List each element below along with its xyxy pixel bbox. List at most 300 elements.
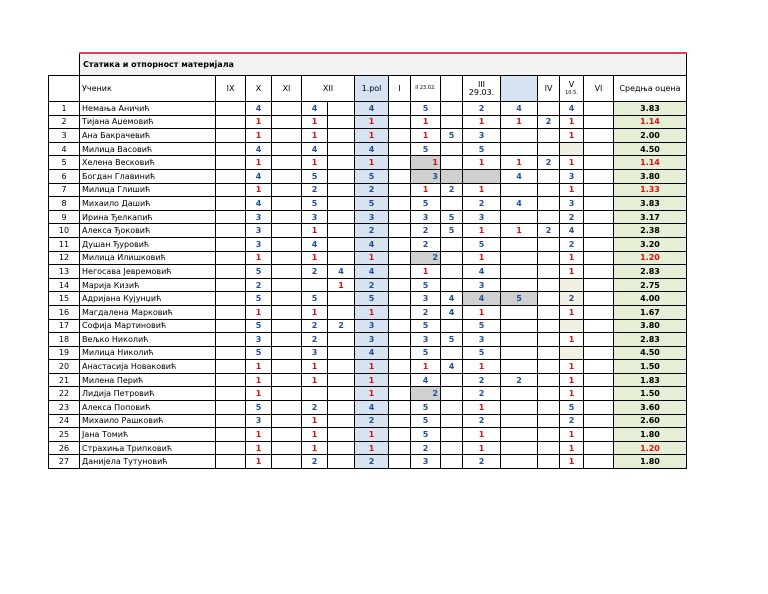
grade-x: 5 (246, 292, 272, 306)
grade-i (389, 115, 411, 129)
table-row (49, 183, 687, 197)
grade-ix (216, 292, 246, 306)
grade-x: 1 (246, 305, 272, 319)
grade-iv (538, 387, 560, 401)
row-number: 6 (49, 169, 80, 183)
grade-ix (216, 401, 246, 415)
grade-ii-2 (441, 387, 463, 401)
table-row (49, 360, 687, 374)
grade-xi (272, 265, 302, 279)
grade-ix (216, 102, 246, 116)
grade-ii-1: 3 (411, 210, 441, 224)
average-grade: 1.20 (614, 441, 687, 455)
grade-iii-2 (501, 319, 538, 333)
grade-v: 2 (560, 210, 584, 224)
grade-iii-1 (463, 169, 501, 183)
grade-xii-2 (328, 441, 355, 455)
row-number: 19 (49, 346, 80, 360)
grade-ii-1: 5 (411, 278, 441, 292)
table-row (49, 102, 687, 116)
student-name: Алекса Поповић (80, 401, 216, 415)
header-iv: IV (538, 76, 560, 102)
table-row (49, 237, 687, 251)
grade-xi (272, 373, 302, 387)
average-grade: 3.80 (614, 169, 687, 183)
table-row (49, 197, 687, 211)
grade-xii-2 (328, 292, 355, 306)
grade-v: 4 (560, 102, 584, 116)
grade-xii-1: 2 (302, 183, 328, 197)
grade-ii-2: 5 (441, 210, 463, 224)
grade-xi (272, 305, 302, 319)
header-ii-extra (441, 76, 463, 102)
header-v (560, 76, 584, 102)
row-number: 4 (49, 142, 80, 156)
grade-iv (538, 292, 560, 306)
grade-x: 5 (246, 265, 272, 279)
grade-xii-1: 2 (302, 333, 328, 347)
grade-xii-1: 5 (302, 169, 328, 183)
table-row (49, 414, 687, 428)
row-number: 10 (49, 224, 80, 238)
grade-xii-2 (328, 102, 355, 116)
grade-v: 1 (560, 360, 584, 374)
grade-ii-1: 1 (411, 129, 441, 143)
grade-i (389, 292, 411, 306)
header-iii-roman: III (477, 79, 486, 89)
grade-iii-2: 4 (501, 102, 538, 116)
row-number: 24 (49, 414, 80, 428)
table-row (49, 210, 687, 224)
grade-xii-1: 1 (302, 428, 328, 442)
row-number: 25 (49, 428, 80, 442)
grade-ix (216, 115, 246, 129)
grade-iv (538, 197, 560, 211)
grade-ii-1: 2 (411, 251, 441, 265)
grade-first-semester: 4 (355, 265, 389, 279)
header-student: Ученик (80, 76, 216, 102)
grade-xi (272, 333, 302, 347)
grade-first-semester: 1 (355, 305, 389, 319)
grade-ii-1: 3 (411, 292, 441, 306)
average-grade: 3.17 (614, 210, 687, 224)
average-grade: 2.00 (614, 129, 687, 143)
grade-first-semester: 1 (355, 115, 389, 129)
row-number: 13 (49, 265, 80, 279)
grade-ix (216, 183, 246, 197)
header-row (49, 76, 687, 102)
grade-xii-2 (328, 333, 355, 347)
grade-vi (584, 373, 614, 387)
grade-vi (584, 102, 614, 116)
grade-vi (584, 360, 614, 374)
grade-ix (216, 441, 246, 455)
grade-iv (538, 237, 560, 251)
row-number: 20 (49, 360, 80, 374)
grade-iv (538, 360, 560, 374)
grade-iii-1: 5 (463, 142, 501, 156)
grade-iii-2 (501, 441, 538, 455)
grade-i (389, 401, 411, 415)
grade-x: 3 (246, 333, 272, 347)
grade-ii-2: 5 (441, 224, 463, 238)
grade-x: 3 (246, 237, 272, 251)
grade-first-semester: 1 (355, 129, 389, 143)
grade-iv (538, 373, 560, 387)
grade-iii-1: 2 (463, 197, 501, 211)
average-grade: 3.60 (614, 401, 687, 415)
grade-ii-2 (441, 441, 463, 455)
grade-i (389, 455, 411, 469)
grade-iii-2 (501, 129, 538, 143)
grade-ix (216, 305, 246, 319)
grade-ix (216, 142, 246, 156)
student-name: Богдан Главинић (80, 169, 216, 183)
grade-ii-1: 1 (411, 265, 441, 279)
student-name: Негосава Јевремовић (80, 265, 216, 279)
grade-xii-2 (328, 401, 355, 415)
table-row (49, 265, 687, 279)
grade-first-semester: 2 (355, 414, 389, 428)
grade-iii-2 (501, 428, 538, 442)
grade-first-semester: 2 (355, 183, 389, 197)
grade-vi (584, 387, 614, 401)
grade-xii-2 (328, 455, 355, 469)
grade-xii-1: 1 (302, 251, 328, 265)
header-i: I (389, 76, 411, 102)
grade-first-semester: 5 (355, 197, 389, 211)
grade-xii-2 (328, 428, 355, 442)
grade-vi (584, 319, 614, 333)
grade-i (389, 197, 411, 211)
student-name: Михаило Дашић (80, 197, 216, 211)
table-row (49, 333, 687, 347)
grade-first-semester: 1 (355, 373, 389, 387)
table-row (49, 401, 687, 415)
grade-iv (538, 210, 560, 224)
grade-ii-1: 5 (411, 197, 441, 211)
student-name: Магдалена Марковић (80, 305, 216, 319)
row-number: 7 (49, 183, 80, 197)
grade-xii-1: 1 (302, 224, 328, 238)
grade-first-semester: 2 (355, 224, 389, 238)
grade-xi (272, 169, 302, 183)
grade-first-semester: 1 (355, 387, 389, 401)
grade-xii-1: 2 (302, 319, 328, 333)
grade-iii-2 (501, 265, 538, 279)
student-name: Михаило Рашковић (80, 414, 216, 428)
grade-vi (584, 129, 614, 143)
grade-xii-2 (328, 197, 355, 211)
grade-xi (272, 224, 302, 238)
student-name: Тијана Аџемовић (80, 115, 216, 129)
grade-iii-2 (501, 183, 538, 197)
grade-ix (216, 169, 246, 183)
grade-xi (272, 197, 302, 211)
row-number: 17 (49, 319, 80, 333)
grade-xii-1 (302, 387, 328, 401)
average-grade: 1.20 (614, 251, 687, 265)
grade-iii-1: 5 (463, 346, 501, 360)
table-row (49, 142, 687, 156)
grade-iv (538, 428, 560, 442)
student-name: Марија Кизић (80, 278, 216, 292)
table-row (49, 169, 687, 183)
grade-xii-2 (328, 346, 355, 360)
grade-i (389, 224, 411, 238)
grade-first-semester: 3 (355, 333, 389, 347)
grade-x: 1 (246, 183, 272, 197)
grade-v: 1 (560, 455, 584, 469)
grade-iii-1: 1 (463, 251, 501, 265)
grade-iv (538, 455, 560, 469)
grade-ii-1: 4 (411, 373, 441, 387)
row-number: 12 (49, 251, 80, 265)
grade-ii-2 (441, 156, 463, 170)
grade-i (389, 183, 411, 197)
grade-xii-1: 1 (302, 129, 328, 143)
grade-first-semester: 3 (355, 210, 389, 224)
grade-iv (538, 441, 560, 455)
grade-x: 4 (246, 102, 272, 116)
average-grade: 2.83 (614, 333, 687, 347)
grade-xi (272, 441, 302, 455)
grade-xi (272, 319, 302, 333)
average-grade: 1.50 (614, 360, 687, 374)
grade-vi (584, 251, 614, 265)
grade-ii-2 (441, 278, 463, 292)
grade-i (389, 333, 411, 347)
grade-iii-2 (501, 387, 538, 401)
grade-ii-2 (441, 237, 463, 251)
grade-x: 1 (246, 428, 272, 442)
grade-xii-1: 2 (302, 265, 328, 279)
table-row (49, 224, 687, 238)
grade-iii-2 (501, 346, 538, 360)
grade-iii-2 (501, 333, 538, 347)
grade-xii-2 (328, 129, 355, 143)
grade-v (560, 319, 584, 333)
grade-xii-1: 4 (302, 237, 328, 251)
grade-ii-1: 5 (411, 346, 441, 360)
student-name: Алекса Ђоковић (80, 224, 216, 238)
row-number: 27 (49, 455, 80, 469)
grade-xii-1: 2 (302, 455, 328, 469)
grade-x: 1 (246, 441, 272, 455)
row-number: 5 (49, 156, 80, 170)
grade-ix (216, 333, 246, 347)
grade-xii-1 (302, 278, 328, 292)
grade-iii-2 (501, 251, 538, 265)
grade-v: 1 (560, 265, 584, 279)
grade-iii-2 (501, 401, 538, 415)
grade-ix (216, 210, 246, 224)
student-name: Вељко Николић (80, 333, 216, 347)
grade-xii-1: 3 (302, 346, 328, 360)
grade-i (389, 360, 411, 374)
grade-iii-2: 1 (501, 156, 538, 170)
grade-iv (538, 251, 560, 265)
grade-ix (216, 360, 246, 374)
grade-iv (538, 401, 560, 415)
grade-xii-2 (328, 156, 355, 170)
grade-ix (216, 414, 246, 428)
grade-iii-2: 1 (501, 115, 538, 129)
grade-first-semester: 1 (355, 360, 389, 374)
header-xi: XI (272, 76, 302, 102)
grade-iii-1: 1 (463, 428, 501, 442)
grade-i (389, 237, 411, 251)
grade-iv (538, 346, 560, 360)
grade-ii-1: 2 (411, 441, 441, 455)
average-grade: 4.50 (614, 346, 687, 360)
grade-iv: 2 (538, 156, 560, 170)
student-name: Адријана Кујунџић (80, 292, 216, 306)
grade-i (389, 251, 411, 265)
grade-xii-2 (328, 414, 355, 428)
grade-x: 3 (246, 224, 272, 238)
grade-ii-1: 1 (411, 360, 441, 374)
grade-xi (272, 129, 302, 143)
grade-ii-2: 5 (441, 129, 463, 143)
grade-iii-1: 1 (463, 224, 501, 238)
average-grade: 1.50 (614, 387, 687, 401)
grade-ix (216, 346, 246, 360)
grade-xii-2 (328, 210, 355, 224)
grade-ii-2 (441, 197, 463, 211)
table-row (49, 129, 687, 143)
grade-iv (538, 102, 560, 116)
row-number: 3 (49, 129, 80, 143)
grade-iv (538, 142, 560, 156)
grade-xii-2 (328, 224, 355, 238)
grade-v: 1 (560, 441, 584, 455)
student-name: Милица Николић (80, 346, 216, 360)
grade-ii-1: 5 (411, 102, 441, 116)
grade-xii-2: 2 (328, 319, 355, 333)
grade-first-semester: 2 (355, 455, 389, 469)
grade-x: 2 (246, 278, 272, 292)
average-grade: 2.60 (614, 414, 687, 428)
grade-ix (216, 224, 246, 238)
grade-iv (538, 333, 560, 347)
grade-xi (272, 292, 302, 306)
grade-i (389, 210, 411, 224)
grade-iii-2: 4 (501, 169, 538, 183)
grade-first-semester: 5 (355, 292, 389, 306)
grade-iii-1: 1 (463, 156, 501, 170)
grade-x: 1 (246, 251, 272, 265)
grade-i (389, 305, 411, 319)
grade-v: 4 (560, 224, 584, 238)
grade-iv (538, 305, 560, 319)
table-row (49, 346, 687, 360)
grade-iii-1: 4 (463, 265, 501, 279)
grade-xii-2 (328, 169, 355, 183)
grade-x: 1 (246, 373, 272, 387)
grade-ix (216, 129, 246, 143)
grade-ix (216, 197, 246, 211)
student-name: Немања Аничић (80, 102, 216, 116)
grade-v: 1 (560, 156, 584, 170)
table-row (49, 305, 687, 319)
header-x: X (246, 76, 272, 102)
header-ix: IX (216, 76, 246, 102)
grade-iii-1: 5 (463, 237, 501, 251)
grade-iii-1: 4 (463, 292, 501, 306)
grade-ii-1: 2 (411, 237, 441, 251)
grade-ii-1: 5 (411, 428, 441, 442)
table-row (49, 428, 687, 442)
grade-xii-1: 1 (302, 373, 328, 387)
grade-v: 1 (560, 251, 584, 265)
average-grade: 2.75 (614, 278, 687, 292)
grade-x: 1 (246, 455, 272, 469)
grade-ii-2 (441, 373, 463, 387)
table-row (49, 455, 687, 469)
grade-vi (584, 455, 614, 469)
average-grade: 2.83 (614, 265, 687, 279)
average-grade: 4.50 (614, 142, 687, 156)
grade-iii-2: 5 (501, 292, 538, 306)
grade-vi (584, 278, 614, 292)
grade-ii-1: 5 (411, 142, 441, 156)
grade-xii-1: 1 (302, 305, 328, 319)
row-number: 15 (49, 292, 80, 306)
grade-vi (584, 197, 614, 211)
average-grade: 1.14 (614, 156, 687, 170)
grade-ii-2 (441, 265, 463, 279)
grade-v: 3 (560, 197, 584, 211)
table-row (49, 387, 687, 401)
grade-iii-1: 1 (463, 115, 501, 129)
row-number: 26 (49, 441, 80, 455)
grade-i (389, 373, 411, 387)
grade-xi (272, 102, 302, 116)
grade-ii-2: 4 (441, 292, 463, 306)
grade-iii-2: 2 (501, 373, 538, 387)
average-grade: 3.83 (614, 102, 687, 116)
grade-iii-2: 4 (501, 197, 538, 211)
grade-v: 1 (560, 129, 584, 143)
grade-ii-1: 1 (411, 183, 441, 197)
grade-ii-1: 5 (411, 414, 441, 428)
grade-iii-2 (501, 210, 538, 224)
grade-xii-1: 1 (302, 441, 328, 455)
grade-vi (584, 169, 614, 183)
grade-x: 1 (246, 115, 272, 129)
grade-ii-1: 1 (411, 156, 441, 170)
grade-xii-1: 1 (302, 156, 328, 170)
grade-xii-2 (328, 183, 355, 197)
grade-v: 1 (560, 387, 584, 401)
average-grade: 1.80 (614, 455, 687, 469)
grade-xi (272, 414, 302, 428)
grade-xii-2 (328, 115, 355, 129)
grade-x: 3 (246, 210, 272, 224)
grade-first-semester: 4 (355, 102, 389, 116)
grade-iii-2 (501, 237, 538, 251)
student-name: Данијела Тутуновић (80, 455, 216, 469)
grade-first-semester: 1 (355, 251, 389, 265)
grade-iii-2 (501, 305, 538, 319)
table-title: Статика и отпорност материјала (80, 53, 687, 76)
grade-ii-1: 2 (411, 387, 441, 401)
grade-iii-1: 1 (463, 441, 501, 455)
grade-iii-2 (501, 455, 538, 469)
grade-vi (584, 183, 614, 197)
grade-xi (272, 115, 302, 129)
